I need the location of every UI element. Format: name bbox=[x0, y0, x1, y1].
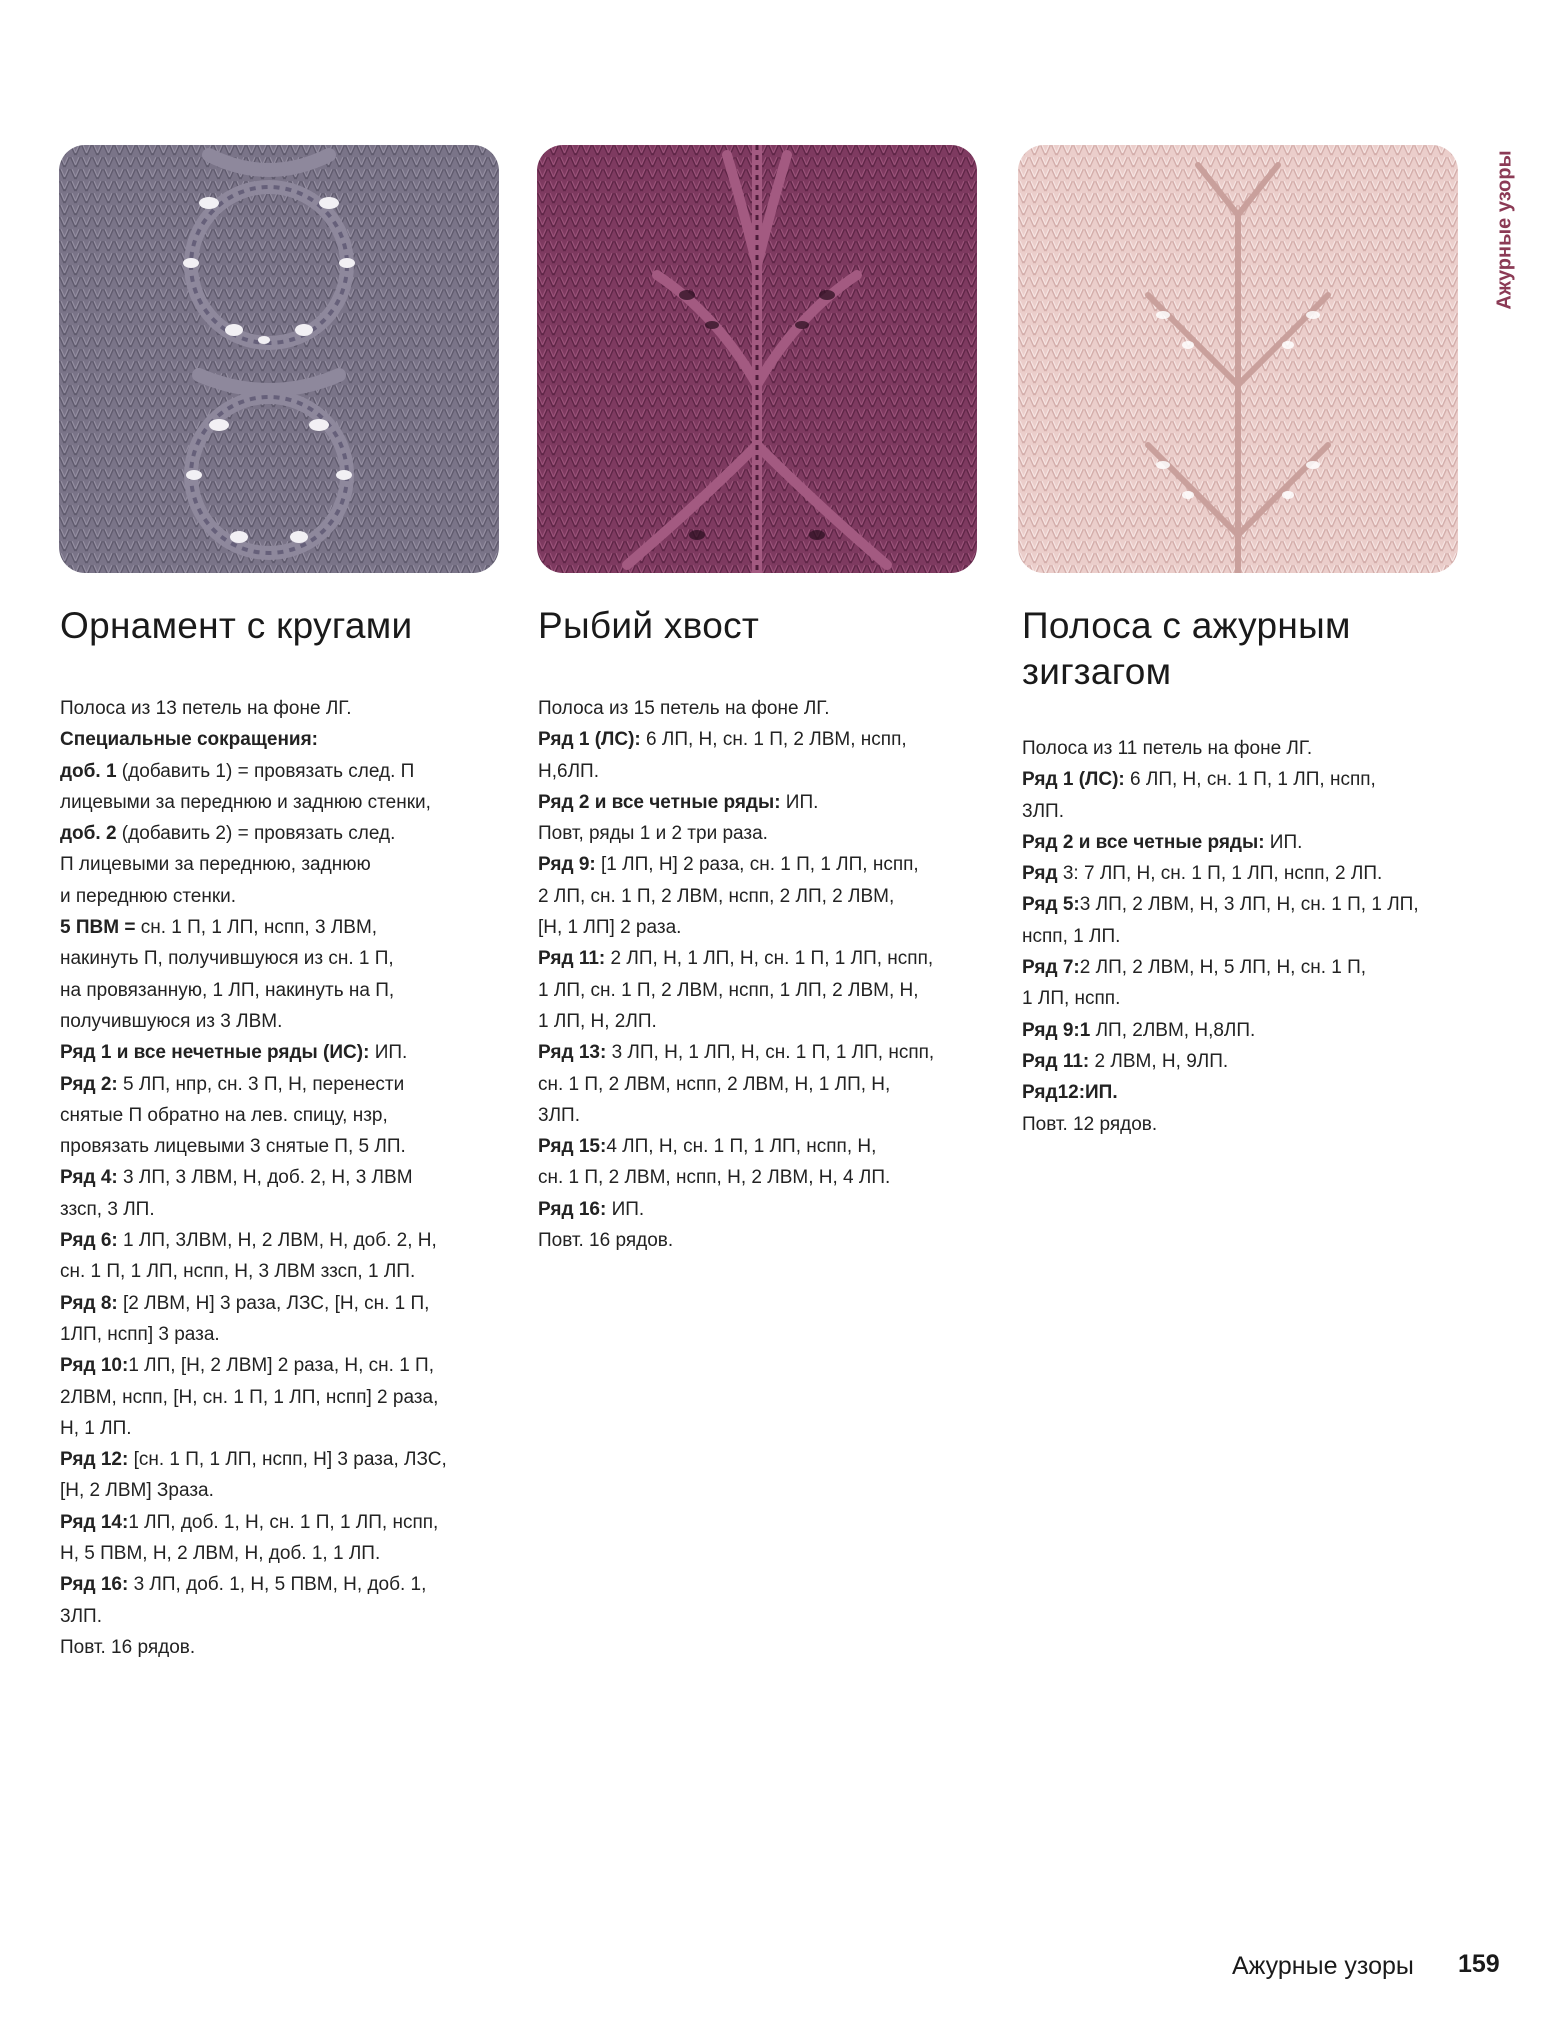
instruction-text: и переднюю стенки. bbox=[60, 885, 237, 907]
instruction-text: 6 ЛП, Н, сн. 1 П, 1 ЛП, нспп, bbox=[1124, 769, 1376, 791]
instruction-text: Н,6ЛП. bbox=[538, 760, 599, 782]
instruction-label: Ряд 9:1 bbox=[1022, 1019, 1091, 1041]
instruction-text: 2 ЛП, 2 ЛВМ, Н, 5 ЛП, Н, сн. 1 П, bbox=[1079, 957, 1367, 979]
instruction-label: Ряд12:ИП. bbox=[1022, 1082, 1118, 1104]
instruction-line bbox=[1022, 1046, 1472, 1077]
instruction-label: Ряд 5: bbox=[1022, 894, 1080, 916]
instruction-line bbox=[60, 1632, 510, 1663]
instruction-line bbox=[60, 1475, 510, 1506]
instruction-label: Ряд 13: bbox=[538, 1042, 607, 1064]
instruction-line bbox=[538, 1194, 988, 1225]
instruction-line bbox=[538, 1131, 988, 1162]
instruction-label: Специальные сокращения: bbox=[60, 729, 319, 751]
instruction-line bbox=[538, 1162, 988, 1193]
instruction-text: 1 ЛП, Н, 2ЛП. bbox=[538, 1010, 657, 1032]
instruction-line bbox=[60, 1569, 510, 1600]
instruction-text: Повт. 16 рядов. bbox=[538, 1230, 674, 1252]
instruction-text: 1ЛП, нспп] 3 раза. bbox=[60, 1323, 220, 1345]
instruction-line bbox=[60, 1413, 510, 1444]
instruction-line bbox=[1022, 921, 1472, 952]
instruction-line bbox=[1022, 796, 1472, 827]
instruction-text: получившуюся из 3 ЛВМ. bbox=[60, 1010, 283, 1032]
instruction-label: Ряд 14: bbox=[60, 1511, 129, 1533]
instruction-line bbox=[60, 1538, 510, 1569]
pattern-instructions bbox=[60, 693, 510, 1663]
instruction-label: Ряд 15: bbox=[538, 1136, 607, 1158]
instruction-line bbox=[1022, 889, 1472, 920]
instruction-text: 2 ЛВМ, Н, 9ЛП. bbox=[1089, 1050, 1229, 1072]
instruction-line bbox=[60, 1006, 510, 1037]
instruction-text: сн. 1 П, 1 ЛП, нспп, Н, 3 ЛВМ ззсп, 1 ЛП. bbox=[60, 1261, 416, 1283]
instruction-label: 5 ПВМ = bbox=[60, 917, 136, 939]
instruction-label: Ряд 1 и все нечетные ряды (ИС): bbox=[60, 1042, 370, 1064]
instruction-text: 3ЛП. bbox=[1022, 800, 1064, 822]
instruction-text: 1 ЛП, сн. 1 П, 2 ЛВМ, нспп, 1 ЛП, 2 ЛВМ, Н, bbox=[538, 979, 919, 1001]
instruction-label: Ряд 11: bbox=[1022, 1050, 1090, 1072]
instruction-line bbox=[60, 1601, 510, 1632]
instruction-line bbox=[1022, 764, 1472, 795]
instruction-line bbox=[538, 787, 988, 818]
instruction-line bbox=[538, 756, 988, 787]
instruction-label: Ряд 12: bbox=[60, 1449, 129, 1471]
instruction-line bbox=[60, 881, 510, 912]
instruction-label: Ряд 2: bbox=[60, 1073, 118, 1095]
instruction-text: Н, 5 ПВМ, Н, 2 ЛВМ, Н, доб. 1, 1 ЛП. bbox=[60, 1543, 381, 1565]
instruction-label: Ряд 1 (ЛС): bbox=[538, 729, 641, 751]
instruction-label: Ряд 16: bbox=[60, 1574, 129, 1596]
instruction-label: доб. 2 bbox=[60, 823, 117, 845]
swatch-photo-fishtail bbox=[537, 145, 977, 573]
instruction-line bbox=[60, 849, 510, 880]
instruction-text: П лицевыми за переднюю, заднюю bbox=[60, 854, 371, 876]
instruction-line bbox=[60, 975, 510, 1006]
instruction-text: 1 ЛП, нспп. bbox=[1022, 988, 1121, 1010]
instruction-line bbox=[1022, 1109, 1472, 1140]
instruction-text: сн. 1 П, 2 ЛВМ, нспп, 2 ЛВМ, Н, 1 ЛП, Н, bbox=[538, 1073, 891, 1095]
instruction-text: 1 ЛП, 3ЛВМ, Н, 2 ЛВМ, Н, доб. 2, Н, bbox=[117, 1230, 437, 1252]
instruction-line bbox=[60, 818, 510, 849]
instruction-text: 3 ЛП, Н, 1 ЛП, Н, сн. 1 П, 1 ЛП, нспп, bbox=[606, 1042, 935, 1064]
instruction-line bbox=[538, 724, 988, 755]
instruction-text: [Н, 1 ЛП] 2 раза. bbox=[538, 917, 682, 939]
instruction-line bbox=[538, 818, 988, 849]
instruction-line bbox=[1022, 827, 1472, 858]
instruction-text: [сн. 1 П, 1 ЛП, нспп, Н] 3 раза, ЛЗС, bbox=[128, 1449, 447, 1471]
instruction-line bbox=[60, 943, 510, 974]
instruction-text: 1 ЛП, доб. 1, Н, сн. 1 П, 1 ЛП, нспп, bbox=[128, 1511, 439, 1533]
instruction-text: снятые П обратно на лев. спицу, нзр, bbox=[60, 1104, 388, 1126]
section-side-tab bbox=[1490, 130, 1520, 330]
instruction-line bbox=[538, 975, 988, 1006]
instruction-text: Полоса из 11 петель на фоне ЛГ. bbox=[1022, 738, 1313, 759]
instruction-label: Ряд 9: bbox=[538, 854, 596, 876]
swatch-photo-zigzag bbox=[1018, 145, 1458, 573]
instruction-label: Ряд 7: bbox=[1022, 957, 1080, 979]
instruction-text: сн. 1 П, 1 ЛП, нспп, 3 ЛВМ, bbox=[135, 917, 378, 939]
instruction-label: доб. 1 bbox=[60, 760, 117, 782]
pattern-column-circles bbox=[60, 603, 510, 1663]
instruction-text: 2 ЛП, Н, 1 ЛП, Н, сн. 1 П, 1 ЛП, нспп, bbox=[605, 948, 934, 970]
instruction-line bbox=[538, 1100, 988, 1131]
instruction-text: 1 ЛП, [Н, 2 ЛВМ] 2 раза, Н, сн. 1 П, bbox=[128, 1355, 434, 1377]
instruction-line bbox=[60, 1162, 510, 1193]
instruction-line bbox=[60, 1319, 510, 1350]
pattern-column-zigzag bbox=[1022, 603, 1472, 1140]
instruction-text: Полоса из 13 петель на фоне ЛГ. bbox=[60, 698, 352, 719]
instruction-line bbox=[60, 1256, 510, 1287]
instruction-label: Ряд 4: bbox=[60, 1167, 118, 1189]
instruction-label: Ряд 11: bbox=[538, 948, 606, 970]
instruction-line bbox=[538, 1006, 988, 1037]
pattern-title: Орнамент с кругами bbox=[60, 605, 413, 646]
instruction-line bbox=[1022, 1015, 1472, 1046]
instruction-line bbox=[538, 1069, 988, 1100]
instruction-text: ИП. bbox=[606, 1198, 645, 1220]
pattern-title: Рыбий хвост bbox=[538, 605, 760, 646]
instruction-line bbox=[60, 1037, 510, 1068]
pattern-instructions bbox=[538, 693, 988, 1256]
instruction-text: 4 ЛП, Н, сн. 1 П, 1 ЛП, нспп, Н, bbox=[606, 1136, 877, 1158]
pattern-instructions bbox=[1022, 733, 1472, 1140]
instruction-text: 3 ЛП, 3 ЛВМ, Н, доб. 2, Н, 3 ЛВМ bbox=[117, 1167, 413, 1189]
instruction-line bbox=[60, 756, 510, 787]
instruction-line bbox=[60, 1350, 510, 1381]
instruction-text: Повт. 12 рядов. bbox=[1022, 1113, 1158, 1135]
instruction-text: провязать лицевыми 3 снятые П, 5 ЛП. bbox=[60, 1136, 406, 1158]
instruction-line bbox=[538, 912, 988, 943]
instruction-label: Ряд 6: bbox=[60, 1230, 118, 1252]
instruction-text: Н, 1 ЛП. bbox=[60, 1417, 132, 1439]
instruction-text: Полоса из 15 петель на фоне ЛГ. bbox=[538, 698, 830, 719]
instruction-line bbox=[1022, 733, 1472, 764]
instruction-text: Повт, ряды 1 и 2 три раза. bbox=[538, 823, 768, 845]
instruction-line bbox=[60, 787, 510, 818]
instruction-line bbox=[60, 724, 510, 755]
instruction-line bbox=[60, 1288, 510, 1319]
instruction-line bbox=[538, 881, 988, 912]
instruction-line bbox=[60, 693, 510, 724]
instruction-text: (добавить 1) = провязать след. П bbox=[116, 760, 415, 782]
swatch-photo-circles bbox=[59, 145, 499, 573]
instruction-text: ззсп, 3 ЛП. bbox=[60, 1198, 155, 1220]
instruction-text: 3 ЛП, доб. 1, Н, 5 ПВМ, Н, доб. 1, bbox=[128, 1574, 427, 1596]
instruction-line bbox=[60, 1507, 510, 1538]
instruction-line bbox=[538, 849, 988, 880]
instruction-text: лицевыми за переднюю и заднюю стенки, bbox=[60, 791, 431, 813]
instruction-text: ИП. bbox=[1264, 831, 1303, 853]
instruction-line bbox=[538, 1225, 988, 1256]
instruction-text: [Н, 2 ЛВМ] Зраза. bbox=[60, 1480, 214, 1502]
instruction-line bbox=[60, 1194, 510, 1225]
instruction-line bbox=[60, 1382, 510, 1413]
section-side-tab-label: Ажурные узоры bbox=[1493, 150, 1516, 310]
instruction-label: Ряд 10: bbox=[60, 1355, 129, 1377]
footer-section-name: Ажурные узоры bbox=[1232, 1952, 1414, 1980]
instruction-line bbox=[60, 1131, 510, 1162]
instruction-label: Ряд 2 и все четные ряды: bbox=[538, 791, 781, 813]
instruction-text: Повт. 16 рядов. bbox=[60, 1636, 196, 1658]
instruction-text: 3: 7 ЛП, Н, сн. 1 П, 1 ЛП, нспп, 2 ЛП. bbox=[1057, 863, 1383, 885]
instruction-text: ИП. bbox=[369, 1042, 408, 1064]
pattern-title: Полоса с ажурным зигзагом bbox=[1022, 605, 1351, 692]
instruction-line bbox=[60, 1069, 510, 1100]
instruction-line bbox=[1022, 952, 1472, 983]
instruction-line bbox=[60, 912, 510, 943]
pattern-column-fishtail bbox=[538, 603, 988, 1256]
instruction-text: ИП. bbox=[780, 791, 819, 813]
instruction-line bbox=[1022, 1077, 1472, 1108]
instruction-label: Ряд 16: bbox=[538, 1198, 607, 1220]
instruction-line bbox=[60, 1225, 510, 1256]
instruction-line bbox=[60, 1444, 510, 1475]
instruction-text: сн. 1 П, 2 ЛВМ, нспп, Н, 2 ЛВМ, Н, 4 ЛП. bbox=[538, 1167, 891, 1189]
instruction-line bbox=[60, 1100, 510, 1131]
instruction-label: Ряд 2 и все четные ряды: bbox=[1022, 831, 1265, 853]
instruction-line bbox=[1022, 858, 1472, 889]
instruction-text: 3 ЛП, 2 ЛВМ, Н, 3 ЛП, Н, сн. 1 П, 1 ЛП, bbox=[1079, 894, 1419, 916]
instruction-label: Ряд bbox=[1022, 863, 1058, 885]
instruction-text: 6 ЛП, Н, сн. 1 П, 2 ЛВМ, нспп, bbox=[640, 729, 907, 751]
instruction-text: 2ЛВМ, нспп, [Н, сн. 1 П, 1 ЛП, нспп] 2 раза, bbox=[60, 1386, 439, 1408]
instruction-text: (добавить 2) = провязать след. bbox=[116, 823, 396, 845]
instruction-text: [2 ЛВМ, Н] 3 раза, ЛЗС, [Н, сн. 1 П, bbox=[117, 1292, 430, 1314]
page-number: 159 bbox=[1458, 1950, 1500, 1978]
instruction-line bbox=[1022, 983, 1472, 1014]
instruction-label: Ряд 8: bbox=[60, 1292, 118, 1314]
instruction-text: нспп, 1 ЛП. bbox=[1022, 925, 1121, 947]
instruction-text: 3ЛП. bbox=[60, 1605, 102, 1627]
instruction-text: ЛП, 2ЛВМ, Н,8ЛП. bbox=[1090, 1019, 1256, 1041]
instruction-text: 3ЛП. bbox=[538, 1104, 580, 1126]
instruction-text: накинуть П, получившуюся из сн. 1 П, bbox=[60, 948, 394, 970]
instruction-line bbox=[538, 693, 988, 724]
instruction-text: 5 ЛП, нпр, сн. 3 П, Н, перенести bbox=[117, 1073, 405, 1095]
instruction-label: Ряд 1 (ЛС): bbox=[1022, 769, 1125, 791]
instruction-text: 2 ЛП, сн. 1 П, 2 ЛВМ, нспп, 2 ЛП, 2 ЛВМ, bbox=[538, 885, 895, 907]
instruction-line bbox=[538, 943, 988, 974]
instruction-line bbox=[538, 1037, 988, 1068]
instruction-text: на провязанную, 1 ЛП, накинуть на П, bbox=[60, 979, 395, 1001]
instruction-text: [1 ЛП, Н] 2 раза, сн. 1 П, 1 ЛП, нспп, bbox=[595, 854, 919, 876]
